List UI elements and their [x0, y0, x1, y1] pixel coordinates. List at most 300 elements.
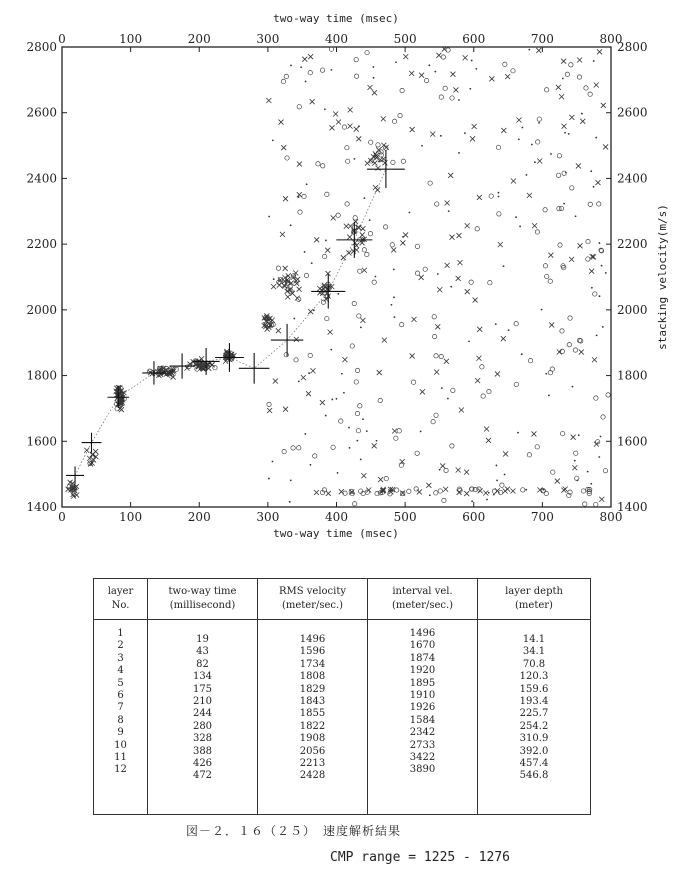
scatter-point-x: [381, 116, 386, 121]
scatter-point-dot: [306, 183, 308, 185]
y-tick-label-left: 2200: [26, 237, 57, 252]
scatter-point-x: [537, 159, 542, 164]
scatter-point-circle: [586, 257, 590, 261]
scatter-point-dot: [545, 373, 547, 375]
scatter-point-x: [280, 232, 285, 237]
scatter-point-dot: [441, 387, 443, 389]
scatter-point-dot: [354, 158, 356, 160]
scatter-point-x: [501, 336, 506, 341]
scatter-point-dot: [393, 269, 395, 271]
scatter-point-circle: [281, 79, 285, 83]
scatter-point-x: [475, 378, 480, 383]
y-tick-label-left: 2000: [26, 302, 57, 317]
scatter-point-x: [486, 438, 491, 443]
scatter-point-dot: [531, 144, 533, 146]
scatter-point-x: [400, 240, 405, 245]
table-cell-interval: 1670: [409, 640, 436, 652]
scatter-point-circle: [325, 192, 329, 196]
table-cell-layer: 8: [117, 714, 124, 726]
scatter-point-circle: [567, 342, 571, 346]
table-cell-time: 328: [192, 733, 213, 745]
table-cell-interval: 1874: [409, 652, 436, 664]
y-tick-label-right: 2000: [617, 302, 648, 317]
scatter-point-circle: [537, 117, 541, 121]
table-cell-rms: 2213: [299, 757, 326, 769]
scatter-point-circle: [384, 476, 388, 480]
table-cell-rms: 1843: [299, 695, 326, 707]
scatter-point-circle: [320, 68, 324, 72]
scatter-point-dot: [362, 418, 364, 420]
scatter-point-circle: [584, 86, 588, 90]
scatter-point-x: [477, 327, 482, 332]
scatter-point-x: [301, 375, 306, 380]
scatter-point-x: [297, 162, 302, 167]
scatter-point-dot: [349, 447, 351, 449]
pick-connect-line: [75, 169, 386, 475]
scatter-point-x: [577, 57, 582, 62]
scatter-point-x: [505, 487, 510, 492]
scatter-point-circle: [558, 243, 562, 247]
scatter-point-dot: [310, 464, 312, 466]
scatter-point-circle: [356, 429, 360, 433]
scatter-point-dot: [596, 334, 598, 336]
scatter-point-x: [361, 473, 366, 478]
table-cell-interval: 2733: [409, 739, 436, 751]
scatter-point-dot: [525, 489, 527, 491]
pick-cross: [271, 324, 303, 356]
x-tick-label-bottom: 0: [58, 510, 66, 524]
table-cell-layer: 7: [117, 702, 124, 714]
scatter-point-circle: [345, 159, 349, 163]
scatter-point-dot: [528, 49, 530, 51]
scatter-point-dot: [358, 125, 360, 127]
scatter-point-circle: [350, 344, 354, 348]
scatter-point-x: [503, 451, 508, 456]
scatter-point-x: [571, 435, 576, 440]
scatter-point-circle: [359, 489, 363, 493]
scatter-point-x: [562, 124, 567, 129]
scatter-point-circle: [450, 444, 454, 448]
scatter-point-dot: [496, 479, 498, 481]
scatter-point-x: [589, 269, 594, 274]
scatter-point-circle: [543, 208, 547, 212]
scatter-point-dot: [421, 145, 423, 147]
scatter-point-dot: [577, 479, 579, 481]
x-tick-label-top: 600: [462, 32, 486, 46]
scatter-point-x: [470, 136, 475, 141]
column-layer: [94, 620, 148, 815]
scatter-point-dot: [290, 479, 292, 481]
y-tick-label-right: 2400: [617, 171, 648, 186]
scatter-point-circle: [339, 419, 343, 423]
scatter-point-circle: [345, 146, 349, 150]
scatter-point-dot: [538, 122, 540, 124]
scatter-point-x: [317, 286, 322, 291]
scatter-point-dot: [598, 456, 600, 458]
y-tick-label-right: 2200: [617, 237, 648, 252]
scatter-point-circle: [442, 498, 446, 502]
scatter-point-circle: [291, 446, 295, 450]
scatter-point-x: [498, 242, 503, 247]
scatter-point-x: [483, 491, 488, 496]
x-tick-label-top: 500: [393, 32, 417, 46]
scatter-point-circle: [536, 140, 540, 144]
column-rms: [258, 620, 368, 815]
scatter-point-x: [456, 468, 461, 473]
scatter-point-circle: [321, 164, 325, 168]
x-tick-label-bottom: 800: [599, 510, 623, 524]
scatter-point-x: [449, 235, 454, 240]
scatter-point-circle: [503, 62, 507, 66]
scatter-point-circle: [588, 202, 592, 206]
scatter-point-dot: [391, 304, 393, 306]
scatter-point-circle: [304, 273, 308, 277]
pick-cross: [82, 433, 102, 453]
scatter-point-circle: [336, 213, 340, 217]
table-cell-time: 175: [192, 683, 213, 695]
scatter-point-dot: [428, 64, 430, 66]
y-tick-label-right: 2600: [617, 105, 648, 120]
scatter-point-x: [579, 350, 584, 355]
scatter-point-dot: [488, 492, 490, 494]
scatter-point-dot: [498, 192, 500, 194]
scatter-point-x: [556, 85, 561, 90]
table-cell-rms: 1596: [299, 646, 326, 658]
scatter-point-x: [377, 370, 382, 375]
scatter-point-dot: [575, 215, 577, 217]
scatter-point-dot: [599, 295, 601, 297]
scatter-point-dot: [375, 276, 377, 278]
scatter-point-x: [376, 166, 381, 171]
scatter-point-x: [372, 161, 377, 166]
table-cell-layer: 11: [114, 751, 127, 763]
scatter-point-circle: [444, 468, 448, 472]
scatter-point-x: [473, 298, 478, 303]
scatter-point-dot: [486, 499, 488, 501]
scatter-point-circle: [345, 202, 349, 206]
scatter-point-circle: [365, 252, 369, 256]
scatter-point-circle: [376, 143, 380, 147]
scatter-point-circle: [550, 367, 554, 371]
header-depth: layer depth (meter): [478, 579, 591, 620]
scatter-point-circle: [435, 202, 439, 206]
scatter-point-circle: [352, 301, 356, 305]
scatter-point-dot: [331, 69, 333, 71]
scatter-point-circle: [331, 445, 335, 449]
scatter-point-dot: [341, 373, 343, 375]
column-interval: [368, 620, 478, 815]
scatter-point-x: [283, 266, 288, 271]
scatter-point-circle: [329, 47, 333, 51]
scatter-point-x: [430, 132, 435, 137]
velocity-picks: [66, 150, 405, 484]
y-tick-label-left: 1800: [26, 368, 57, 383]
scatter-point-x: [465, 223, 470, 228]
scatter-point-circle: [451, 388, 455, 392]
scatter-point-circle: [475, 227, 479, 231]
scatter-point-dot: [447, 398, 449, 400]
scatter-point-circle: [521, 488, 525, 492]
scatter-point-circle: [594, 396, 598, 400]
scatter-point-x: [548, 253, 553, 258]
scatter-point-dot: [471, 60, 473, 62]
scatter-point-x: [472, 124, 477, 129]
scatter-point-x: [505, 74, 510, 79]
scatter-point-dot: [313, 309, 315, 311]
scatter-point-x: [378, 477, 383, 482]
velocity-table-container: [93, 578, 590, 815]
x-tick-label-bottom: 100: [119, 510, 143, 524]
table-cell-depth: 159.6: [519, 683, 549, 695]
y-tick-label-left: 2600: [26, 105, 57, 120]
scatter-point-x: [484, 427, 489, 432]
scatter-point-circle: [543, 264, 547, 268]
scatter-point-circle: [594, 502, 598, 506]
scatter-point-dot: [394, 316, 396, 318]
scatter-point-dot: [517, 432, 519, 434]
scatter-point-x: [459, 407, 464, 412]
scatter-point-x: [382, 160, 387, 165]
scatter-point-x: [420, 389, 425, 394]
scatter-point-circle: [556, 173, 560, 177]
scatter-point-circle: [560, 431, 564, 435]
table-cell-depth: 193.4: [519, 695, 549, 707]
scatter-point-circle: [372, 280, 376, 284]
scatter-point-circle: [308, 353, 312, 357]
scatter-point-circle: [535, 230, 539, 234]
scatter-point-circle: [568, 316, 572, 320]
scatter-point-circle: [551, 470, 555, 474]
scatter-point-x: [342, 357, 347, 362]
scatter-point-x: [373, 151, 378, 156]
x-tick-label-top: 300: [256, 32, 280, 46]
scatter-point-dot: [562, 78, 564, 80]
scatter-point-dot: [356, 440, 358, 442]
x-tick-label-top: 700: [530, 32, 554, 46]
scatter-point-x: [84, 448, 89, 453]
scatter-point-circle: [588, 92, 592, 96]
scatter-point-x: [453, 87, 458, 92]
scatter-point-dot: [325, 415, 327, 417]
scatter-point-x: [403, 54, 408, 59]
scatter-point-x: [267, 408, 272, 413]
scatter-point-x: [391, 247, 396, 252]
scatter-point-dot: [324, 108, 326, 110]
scatter-point-circle: [581, 489, 585, 493]
x-tick-label-bottom: 200: [187, 510, 211, 524]
scatter-point-x: [563, 487, 568, 492]
scatter-point-x: [434, 370, 439, 375]
scatter-point-x: [325, 248, 330, 253]
table-cell-layer: 1: [117, 628, 124, 639]
scatter-point-x: [599, 497, 604, 502]
table-cell-interval: 1926: [409, 702, 436, 714]
scatter-point-dot: [521, 127, 523, 129]
scatter-point-dot: [521, 353, 523, 355]
y-tick-label-right: 1600: [617, 434, 648, 449]
scatter-point-circle: [313, 454, 317, 458]
scatter-point-dot: [298, 380, 300, 382]
scatter-point-x: [302, 57, 307, 62]
scatter-point-x: [511, 178, 516, 183]
scatter-point-circle: [557, 154, 561, 158]
scatter-point-dot: [574, 460, 576, 462]
scatter-point-x: [445, 263, 450, 268]
scatter-point-circle: [308, 71, 312, 75]
scatter-point-dot: [336, 398, 338, 400]
scatter-point-x: [445, 200, 450, 205]
scatter-point-dot: [471, 500, 473, 502]
table-cell-depth: 120.3: [519, 671, 549, 683]
x-tick-label-top: 200: [187, 32, 211, 46]
y-tick-label-left: 2400: [26, 171, 57, 186]
scatter-point-dot: [330, 349, 332, 351]
scatter-point-dot: [379, 161, 381, 163]
scatter-point-dot: [601, 265, 603, 267]
scatter-point-circle: [514, 382, 518, 386]
header-time: two-way time (millisecond): [148, 579, 258, 620]
scatter-point-dot: [498, 196, 500, 198]
scatter-point-x: [328, 330, 333, 335]
scatter-point-x: [595, 180, 600, 185]
header-rms: RMS velocity (meter/sec.): [258, 579, 368, 620]
scatter-point-x: [444, 359, 449, 364]
scatter-point-dot: [311, 262, 313, 264]
table-cell-interval: 2342: [409, 727, 436, 739]
scatter-point-dot: [578, 434, 580, 436]
y-axis-title-right: stacking velocity(m/s): [656, 204, 669, 350]
scatter-point-x: [326, 491, 331, 496]
pick-cross: [142, 361, 165, 384]
scatter-point-dot: [581, 113, 583, 115]
scatter-point-circle: [544, 274, 548, 278]
scatter-point-x: [412, 317, 417, 322]
scatter-point-dot: [458, 99, 460, 101]
scatter-point-x: [572, 465, 577, 470]
scatter-point-dot: [587, 471, 589, 473]
scatter-point-circle: [407, 489, 411, 493]
scatter-point-x: [348, 124, 353, 129]
scatter-point-circle: [439, 95, 443, 99]
table-cell-interval: 1920: [409, 665, 436, 677]
scatter-point-circle: [569, 63, 573, 67]
table-cell-rms: 2428: [299, 770, 326, 782]
scatter-point-circle: [365, 490, 369, 494]
scatter-point-x: [457, 260, 462, 265]
table-cell-depth: 546.8: [519, 770, 549, 782]
scatter-point-circle: [284, 353, 288, 357]
scatter-point-x: [495, 371, 500, 376]
scatter-point-x: [561, 59, 566, 64]
table-cell-rms: 1908: [299, 733, 326, 745]
scatter-point-x: [347, 235, 352, 240]
scatter-point-x: [532, 223, 537, 228]
scatter-point-dot: [308, 372, 310, 374]
table-cell-time: 19: [196, 634, 209, 645]
scatter-point-dot: [293, 318, 295, 320]
table-cell-rms: 1829: [299, 683, 326, 695]
scatter-point-dot: [305, 81, 307, 83]
scatter-point-x: [295, 296, 300, 301]
scatter-point-x: [375, 187, 380, 192]
scatter-point-x: [597, 49, 602, 54]
scatter-point-dot: [605, 272, 607, 274]
scatter-point-circle: [487, 389, 491, 393]
scatter-point-x: [409, 71, 414, 76]
scatter-point-x: [443, 487, 448, 492]
scatter-point-x: [392, 428, 397, 433]
scatter-point-dot: [469, 88, 471, 90]
scatter-point-x: [436, 53, 441, 58]
scatter-point-circle: [446, 48, 450, 52]
scatter-point-dot: [564, 132, 566, 134]
scatter-point-circle: [565, 72, 569, 76]
scatter-point-x: [362, 268, 367, 273]
scatter-point-x: [314, 490, 319, 495]
scatter-point-dot: [366, 430, 368, 432]
scatter-point-circle: [597, 202, 601, 206]
scatter-point-x: [435, 324, 440, 329]
x-tick-label-top: 100: [119, 32, 143, 46]
scatter-point-circle: [354, 57, 358, 61]
pick-cross: [193, 348, 220, 375]
scatter-point-dot: [534, 161, 536, 163]
scatter-point-circle: [383, 225, 387, 229]
scatter-point-circle: [423, 267, 427, 271]
y-tick-label-left: 1600: [26, 434, 57, 449]
scatter-point-circle: [481, 394, 485, 398]
scatter-point-dot: [550, 153, 552, 155]
scatter-point-x: [450, 72, 455, 77]
scatter-point-x: [417, 489, 422, 494]
scatter-point-circle: [285, 156, 289, 160]
scatter-point-x: [464, 470, 469, 475]
scatter-point-circle: [397, 429, 401, 433]
scatter-point-x: [360, 318, 365, 323]
scatter-point-circle: [368, 231, 372, 235]
scatter-point-x: [333, 112, 338, 117]
scatter-point-circle: [575, 476, 579, 480]
table-cell-layer: 2: [117, 640, 124, 652]
scatter-point-x: [372, 90, 377, 95]
scatter-point-dot: [420, 431, 422, 433]
scatter-point-circle: [400, 322, 404, 326]
scatter-point-x: [477, 195, 482, 200]
table-header-row: [94, 579, 591, 620]
scatter-point-dot: [429, 494, 431, 496]
scatter-points: [66, 47, 611, 507]
scatter-point-dot: [518, 138, 520, 140]
scatter-point-dot: [348, 427, 350, 429]
scatter-point-x: [437, 287, 442, 292]
scatter-point-circle: [325, 316, 329, 320]
scatter-point-circle: [544, 88, 548, 92]
table-cell-depth: 34.1: [522, 646, 546, 658]
scatter-point-circle: [400, 88, 404, 92]
pick-cross: [311, 274, 345, 308]
scatter-point-x: [306, 391, 311, 396]
scatter-point-dot: [289, 501, 291, 503]
scatter-point-circle: [358, 404, 362, 408]
scatter-point-x: [464, 491, 469, 496]
scatter-point-circle: [570, 186, 574, 190]
scatter-point-x: [578, 243, 583, 248]
table-cell-layer: 5: [117, 677, 124, 689]
scatter-point-circle: [391, 160, 395, 164]
scatter-point-x: [463, 55, 468, 60]
scatter-point-circle: [548, 279, 552, 283]
scatter-point-x: [489, 76, 494, 81]
